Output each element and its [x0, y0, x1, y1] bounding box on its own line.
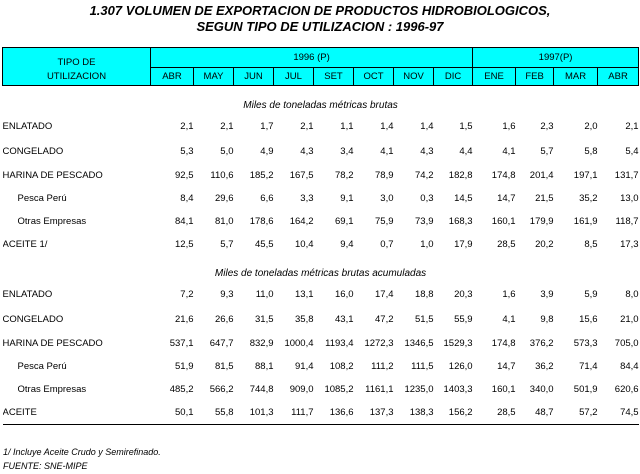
value-cell: 620,6: [614, 384, 639, 395]
year-1997-header: 1997(P): [473, 48, 639, 68]
value-cell: 8,5: [584, 239, 598, 250]
row-label: Otras Empresas: [17, 384, 87, 395]
footnote: 1/ Incluye Aceite Crudo y Semirefinado.: [3, 447, 161, 457]
value-cell: 1161,1: [365, 384, 394, 395]
value-cell: 201,4: [529, 170, 554, 181]
value-cell: 1,1: [340, 121, 354, 132]
value-cell: 3,3: [300, 193, 314, 204]
value-cell: 340,0: [529, 384, 554, 395]
value-cell: 75,9: [375, 216, 394, 227]
value-cell: 15,6: [579, 314, 598, 325]
month-header: OCT: [354, 68, 394, 86]
month-header: ABR: [151, 68, 194, 86]
row-label: ACEITE 1/: [2, 239, 48, 250]
table-row: [3, 355, 639, 378]
row-label: ENLATADO: [2, 289, 53, 300]
value-cell: 1403,3: [443, 384, 473, 395]
value-cell: 5,8: [584, 146, 598, 157]
spacer: [3, 256, 639, 264]
value-cell: 160,1: [491, 384, 516, 395]
value-cell: 81,5: [215, 361, 234, 372]
value-cell: 0,3: [420, 193, 434, 204]
value-cell: 156,2: [434, 401, 473, 425]
value-cell: 573,3: [573, 338, 598, 349]
value-cell: 501,9: [573, 384, 598, 395]
row-label: HARINA DE PESCADO: [2, 338, 103, 349]
value-cell: 1,5: [459, 121, 473, 132]
source-note: FUENTE: SNE-MIPE: [3, 461, 88, 471]
header-row-2: [3, 68, 639, 86]
row-label: ENLATADO: [2, 121, 53, 132]
value-cell: 126,0: [448, 361, 473, 372]
value-cell: 101,3: [234, 401, 274, 425]
value-cell: 174,8: [491, 170, 516, 181]
value-cell: 17,3: [620, 239, 639, 250]
value-cell: 74,2: [415, 170, 434, 181]
value-cell: 50,1: [151, 401, 194, 425]
value-cell: 4,9: [260, 146, 274, 157]
value-cell: 1529,3: [443, 338, 473, 349]
value-cell: 909,0: [289, 384, 314, 395]
table-row: [3, 401, 639, 425]
row-label: Otras Empresas: [17, 216, 87, 227]
value-cell: 5,3: [180, 146, 194, 157]
value-cell: 10,4: [295, 239, 314, 250]
section-title-row: [3, 264, 639, 282]
value-cell: 6,6: [260, 193, 274, 204]
month-header: FEB: [516, 68, 554, 86]
value-cell: 485,2: [169, 384, 194, 395]
spacer: [3, 86, 639, 97]
month-header: MAY: [194, 68, 234, 86]
value-cell: 13,0: [620, 193, 639, 204]
value-cell: 1,4: [380, 121, 394, 132]
value-cell: 16,0: [335, 289, 354, 300]
value-cell: 29,6: [215, 193, 234, 204]
value-cell: 1,0: [420, 239, 434, 250]
value-cell: 111,5: [411, 361, 434, 372]
title-line-1: 1.307 VOLUMEN DE EXPORTACION DE PRODUCTOS HIDROBIOLOGICOS,: [89, 3, 551, 18]
month-header: ENE: [473, 68, 516, 86]
value-cell: 182,8: [448, 170, 473, 181]
value-cell: 537,1: [169, 338, 194, 349]
value-cell: 4,1: [502, 146, 516, 157]
month-header: NOV: [394, 68, 434, 86]
value-cell: 1346,5: [404, 338, 434, 349]
value-cell: 31,5: [255, 314, 274, 325]
utilizacion-header: UTILIZACION: [3, 68, 151, 86]
value-cell: 138,3: [394, 401, 434, 425]
row-label: Pesca Perú: [17, 193, 67, 204]
value-cell: 13,1: [295, 289, 314, 300]
table-row: [3, 378, 639, 401]
statistics-table: [2, 47, 639, 425]
value-cell: 78,9: [375, 170, 394, 181]
value-cell: 7,2: [180, 289, 194, 300]
section-title-row: [3, 96, 639, 114]
month-header: ABR: [598, 68, 639, 86]
value-cell: 1,4: [420, 121, 434, 132]
table-row: [3, 114, 639, 139]
value-cell: 9,8: [540, 314, 554, 325]
value-cell: 5,4: [625, 146, 639, 157]
value-cell: 3,0: [380, 193, 394, 204]
value-cell: 57,2: [554, 401, 598, 425]
value-cell: 12,5: [175, 239, 194, 250]
value-cell: 1,6: [502, 289, 516, 300]
value-cell: 647,7: [209, 338, 234, 349]
value-cell: 2,1: [220, 121, 234, 132]
month-header: JUL: [274, 68, 314, 86]
table-row: [3, 307, 639, 332]
value-cell: 5,0: [220, 146, 234, 157]
value-cell: 21,0: [620, 314, 639, 325]
table-row: [3, 164, 639, 187]
value-cell: 81,0: [215, 216, 234, 227]
value-cell: 744,8: [249, 384, 274, 395]
value-cell: 137,3: [354, 401, 394, 425]
value-cell: 14,5: [454, 193, 473, 204]
month-header: DIC: [434, 68, 473, 86]
value-cell: 28,5: [497, 239, 516, 250]
row-label: ACEITE: [3, 401, 151, 425]
value-cell: 73,9: [415, 216, 434, 227]
value-cell: 84,4: [620, 361, 639, 372]
value-cell: 131,7: [614, 170, 639, 181]
value-cell: 4,3: [420, 146, 434, 157]
value-cell: 1272,3: [364, 338, 394, 349]
value-cell: 1193,4: [325, 338, 354, 349]
value-cell: 3,4: [340, 146, 354, 157]
value-cell: 36,2: [535, 361, 554, 372]
value-cell: 84,1: [175, 216, 194, 227]
value-cell: 71,4: [579, 361, 598, 372]
value-cell: 5,9: [584, 289, 598, 300]
value-cell: 197,1: [573, 170, 598, 181]
month-header: MAR: [554, 68, 598, 86]
value-cell: 1,6: [502, 121, 516, 132]
value-cell: 161,9: [573, 216, 598, 227]
value-cell: 2,1: [180, 121, 194, 132]
value-cell: 21,5: [535, 193, 554, 204]
value-cell: 376,2: [529, 338, 554, 349]
value-cell: 110,6: [210, 170, 234, 181]
value-cell: 0,7: [380, 239, 394, 250]
value-cell: 178,6: [249, 216, 274, 227]
value-cell: 118,7: [615, 216, 639, 227]
value-cell: 4,1: [502, 314, 516, 325]
tipo-header: TIPO DE: [3, 48, 151, 68]
value-cell: 179,9: [529, 216, 554, 227]
value-cell: 92,5: [175, 170, 194, 181]
table-row: [3, 139, 639, 164]
value-cell: 74,5: [598, 401, 639, 425]
value-cell: 164,2: [289, 216, 314, 227]
value-cell: 2,0: [584, 121, 598, 132]
value-cell: 185,2: [249, 170, 274, 181]
value-cell: 55,9: [454, 314, 473, 325]
value-cell: 51,9: [175, 361, 194, 372]
value-cell: 136,6: [314, 401, 354, 425]
title-line-2: SEGUN TIPO DE UTILIZACION : 1996-97: [196, 19, 444, 34]
table-row: [3, 210, 639, 233]
value-cell: 168,3: [448, 216, 473, 227]
value-cell: 160,1: [491, 216, 516, 227]
value-cell: 705,0: [614, 338, 639, 349]
row-label: HARINA DE PESCADO: [2, 170, 103, 181]
value-cell: 5,7: [220, 239, 234, 250]
value-cell: 111,2: [371, 361, 394, 372]
header-row-1: [3, 48, 639, 68]
value-cell: 9,3: [220, 289, 234, 300]
value-cell: 174,8: [491, 338, 516, 349]
value-cell: 20,2: [535, 239, 554, 250]
value-cell: 26,6: [215, 314, 234, 325]
value-cell: 21,6: [175, 314, 194, 325]
value-cell: 14,7: [497, 361, 516, 372]
value-cell: 2,1: [300, 121, 314, 132]
year-1996-header: 1996 (P): [151, 48, 473, 68]
value-cell: 35,8: [295, 314, 314, 325]
section-title: Miles de toneladas métricas brutas acumuladas: [214, 267, 427, 279]
value-cell: 2,3: [540, 121, 554, 132]
value-cell: 45,5: [255, 239, 274, 250]
value-cell: 832,9: [249, 338, 274, 349]
value-cell: 167,5: [289, 170, 314, 181]
month-header: SET: [314, 68, 354, 86]
value-cell: 88,1: [255, 361, 274, 372]
value-cell: 91,4: [295, 361, 314, 372]
table-row: [3, 233, 639, 256]
table-row: [3, 187, 639, 210]
value-cell: 566,2: [209, 384, 234, 395]
value-cell: 111,7: [274, 401, 314, 425]
value-cell: 14,7: [497, 193, 516, 204]
row-label: Pesca Perú: [17, 361, 67, 372]
value-cell: 2,1: [625, 121, 639, 132]
value-cell: 17,4: [375, 289, 394, 300]
value-cell: 4,1: [380, 146, 394, 157]
value-cell: 4,4: [459, 146, 473, 157]
value-cell: 1,7: [260, 121, 274, 132]
value-cell: 43,1: [335, 314, 354, 325]
value-cell: 18,8: [415, 289, 434, 300]
row-label: CONGELADO: [2, 146, 64, 157]
value-cell: 108,2: [329, 361, 354, 372]
value-cell: 11,0: [255, 289, 274, 300]
value-cell: 1085,2: [324, 384, 354, 395]
month-header: JUN: [234, 68, 274, 86]
value-cell: 8,0: [625, 289, 639, 300]
value-cell: 47,2: [375, 314, 394, 325]
section-title: Miles de toneladas métricas brutas: [243, 99, 398, 111]
value-cell: 69,1: [335, 216, 354, 227]
value-cell: 3,9: [540, 289, 554, 300]
value-cell: 28,5: [473, 401, 516, 425]
value-cell: 5,7: [540, 146, 554, 157]
value-cell: 17,9: [454, 239, 473, 250]
value-cell: 55,8: [194, 401, 234, 425]
value-cell: 48,7: [516, 401, 554, 425]
value-cell: 1235,0: [404, 384, 434, 395]
table-row: [3, 282, 639, 307]
value-cell: 78,2: [335, 170, 354, 181]
table-row: [3, 332, 639, 355]
value-cell: 51,5: [415, 314, 434, 325]
value-cell: 9,1: [340, 193, 354, 204]
value-cell: 20,3: [454, 289, 473, 300]
value-cell: 35,2: [579, 193, 598, 204]
value-cell: 8,4: [180, 193, 194, 204]
value-cell: 9,4: [340, 239, 354, 250]
row-label: CONGELADO: [2, 314, 64, 325]
value-cell: 1000,4: [284, 338, 314, 349]
value-cell: 4,3: [300, 146, 314, 157]
